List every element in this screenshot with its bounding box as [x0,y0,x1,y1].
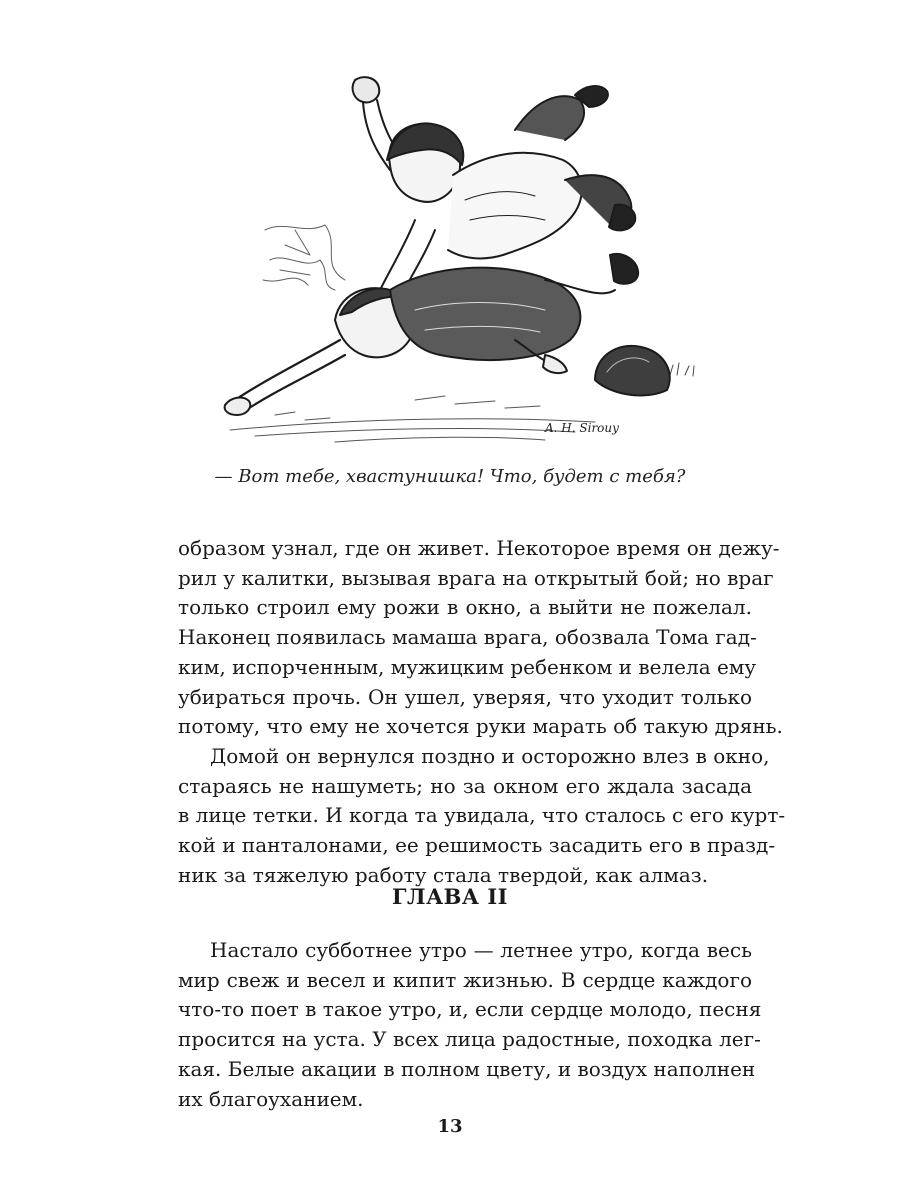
chapter-heading: ГЛАВА II [392,884,508,909]
text-line: кая. Белые акации в полном цвету, и воздух наполнен [178,1056,756,1081]
text-line: в лице тетки. И когда та увидала, что сталось с его курт- [178,803,786,828]
body-text-top [178,534,786,890]
text-line: кой и панталонами, ее решимость засадить его в празд- [178,833,776,858]
text-line: Домой он вернулся поздно и осторожно влез в окно, [210,743,770,768]
text-line: убираться прочь. Он ушел, уверяя, что уходит только [178,684,752,709]
body-text-chapter [178,936,762,1114]
text-line: просится на уста. У всех лица радостные, походка лег- [178,1027,761,1052]
engraving-boys-fighting-icon [215,70,710,450]
text-line: только строил ему рожи в окно, а выйти не пожелал. [178,595,752,620]
text-line: что-то поет в такое утро, и, если сердце молодо, песня [178,997,762,1022]
text-line: Наконец появилась мамаша врага, обозвала Тома гад- [178,625,757,650]
text-line: образом узнал, где он живет. Некоторое время он дежу- [178,536,780,560]
text-line: рил у калитки, вызывая врага на открытый бой; но враг [178,565,774,590]
illustration [215,70,710,450]
illustration-caption: — Вот тебе, хвастунишка! Что, будет с тебя? [214,466,686,487]
text-line: стараясь не нашуметь; но за окном его ждала засада [178,773,752,798]
text-line: мир свеж и весел и кипит жизнью. В сердце каждого [178,967,752,992]
page-number: 13 [437,1116,463,1137]
text-line: ник за тяжелую работу стала твердой, как алмаз. [178,862,709,887]
text-line: потому, что ему не хочется руки марать об такую дрянь. [178,714,783,739]
text-line: ким, испорченным, мужицким ребенком и велела ему [178,654,757,679]
text-line: Настало субботнее утро — летнее утро, когда весь [210,938,752,962]
artist-signature: A. H. Sirouy [545,421,619,435]
text-line: их благоуханием. [178,1086,364,1111]
